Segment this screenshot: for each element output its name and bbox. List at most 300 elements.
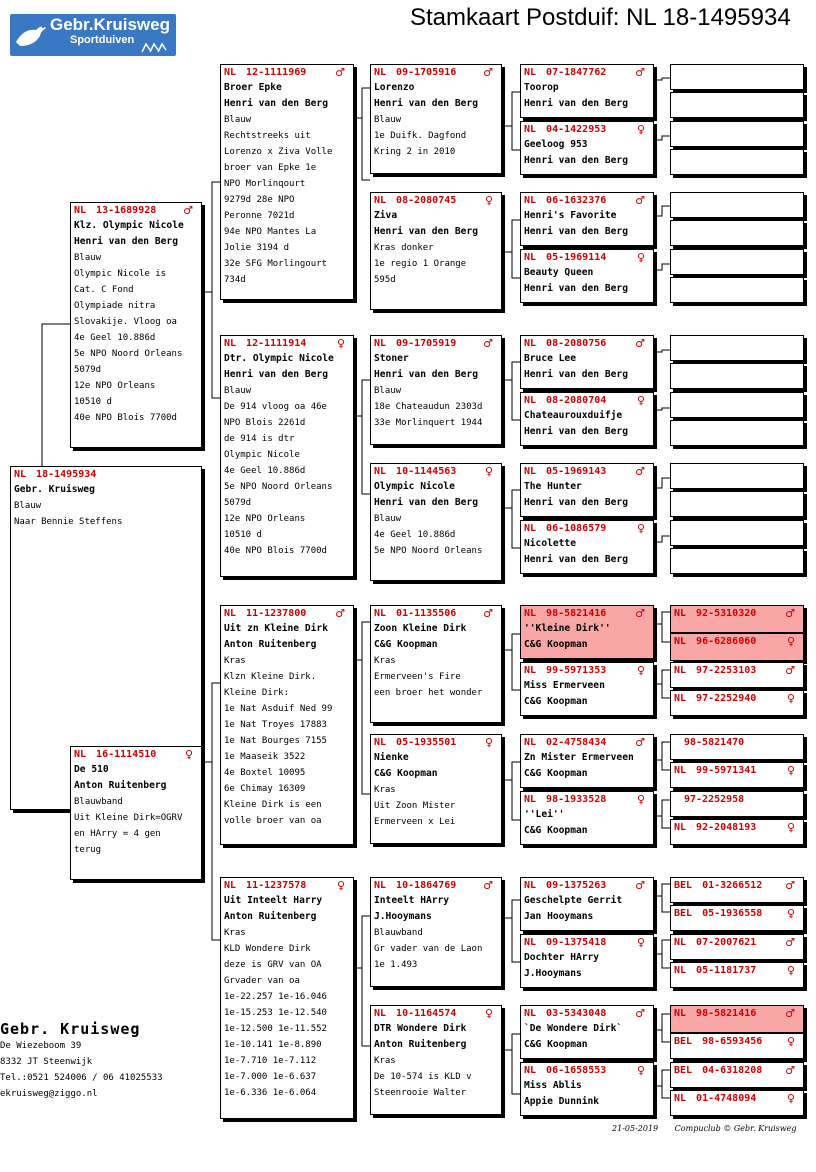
- pigeon-name: ''Kleine Dirk'': [524, 623, 611, 634]
- country-code: NL: [74, 749, 87, 760]
- pigeon-card-g5h[interactable]: [670, 819, 804, 845]
- owner-name: Henri van den Berg: [524, 155, 628, 166]
- owner-name: C&G Koopman: [524, 768, 588, 779]
- country-code: NL: [524, 195, 537, 206]
- owner-name: Jan Hooymans: [524, 911, 594, 922]
- remark-line: NPO Morlinqourt: [224, 179, 306, 189]
- remark-line: De 10-574 is KLD v: [374, 1072, 472, 1082]
- pigeon-card-g5e[interactable]: [670, 734, 804, 760]
- country-code: NL: [374, 195, 387, 206]
- country-code: NL: [524, 395, 537, 406]
- remark-line: Kleine Dirk:: [224, 688, 290, 698]
- pigeon-card-g4b[interactable]: [520, 121, 654, 175]
- pigeon-card-g4i[interactable]: [520, 605, 654, 659]
- country-code: NL: [674, 636, 687, 647]
- owner-name: Henri van den Berg: [524, 554, 628, 565]
- pigeon-card-g4f[interactable]: [520, 392, 654, 446]
- remark-line: 1e Nat Bourges 7155: [224, 736, 327, 746]
- ring-number-header: [671, 906, 803, 921]
- ring-number-header: [671, 1091, 803, 1106]
- ring-number-header: [521, 792, 653, 807]
- remark-line: 10510 d: [224, 530, 262, 540]
- remark-line: Olympiade nitra: [74, 301, 156, 311]
- remark-line: 4e Geel 10.886d: [74, 333, 156, 343]
- pigeon-name: Miss Ermerveen: [524, 680, 605, 691]
- pigeon-card-g3a[interactable]: [370, 64, 502, 174]
- ring-number-header: [671, 792, 803, 807]
- sex-icon: ♂: [635, 879, 645, 892]
- ring-number-header: [371, 65, 501, 80]
- country-code: NL: [374, 1008, 387, 1019]
- pigeon-name: DTR Wondere Dirk: [374, 1023, 467, 1034]
- empty-pigeon-card: [670, 392, 804, 418]
- ring-number-header: [521, 1006, 653, 1021]
- sex-icon: ♀: [636, 1064, 645, 1077]
- owner-name: Anton Ruitenberg: [74, 780, 167, 791]
- breeder-address: [0, 1020, 163, 1102]
- remark-line: Klzn Kleine Dirk.: [224, 672, 317, 682]
- country-code: NL: [524, 937, 537, 948]
- pigeon-name: Zoon Kleine Dirk: [374, 623, 467, 634]
- remark-line: 1e regio 1 Orange: [374, 259, 467, 269]
- owner-name: Henri van den Berg: [374, 226, 478, 237]
- address-city: 8332 JT Steenwijk: [0, 1057, 93, 1067]
- ring-number: 10-1164574: [396, 1008, 457, 1019]
- ring-number-header: [671, 1006, 803, 1021]
- remark-line: Lorenzo x Ziva Volle: [224, 147, 333, 157]
- pigeon-color: Blauw: [224, 115, 252, 125]
- sex-icon: ♂: [635, 736, 645, 749]
- country-code: NL: [524, 124, 537, 135]
- pigeon-card-g4p[interactable]: [520, 1062, 654, 1116]
- pigeon-name: Nicolette: [524, 538, 576, 549]
- pigeon-color: Blauw: [374, 115, 402, 125]
- empty-pigeon-card: [670, 249, 804, 275]
- empty-pigeon-card: [670, 420, 804, 446]
- logo-subtitle: Sportduiven: [70, 34, 135, 46]
- remark-line: 6e Chimay 16309: [224, 784, 306, 794]
- pigeon-color: Kras: [224, 928, 246, 938]
- ring-number: 92-2048193: [696, 822, 757, 833]
- owner-name: C&G Koopman: [374, 768, 438, 779]
- owner-name: Henri van den Berg: [524, 497, 628, 508]
- owner-name: Anton Ruitenberg: [224, 639, 317, 650]
- owner-name: Henri van den Berg: [224, 98, 328, 109]
- remark-line: 40e NPO Blois 7700d: [224, 546, 327, 556]
- pigeon-color: Blauw: [374, 386, 402, 396]
- sex-icon: ♂: [635, 66, 645, 79]
- remark-line: 40e NPO Blois 7700d: [74, 413, 177, 423]
- ring-number: 97-2253103: [696, 665, 757, 676]
- pigeon-name: ''Lei'': [524, 809, 565, 820]
- pigeon-name: Uit Inteelt Harry: [224, 895, 323, 906]
- owner-name: Henri van den Berg: [524, 226, 628, 237]
- ring-number: 97-2252958: [684, 794, 745, 805]
- sex-icon: ♂: [785, 936, 795, 949]
- pigeon-card-g5d[interactable]: [670, 690, 804, 716]
- remark-line: Steenrooie Walter: [374, 1088, 467, 1098]
- pigeon-card-g3h[interactable]: [370, 1005, 502, 1115]
- pigeon-card-g3e[interactable]: [370, 605, 502, 723]
- remark-line: Kring 2 in 2010: [374, 147, 456, 157]
- logo-name: Gebr.Kruisweg: [50, 15, 170, 34]
- pigeon-card-g3c[interactable]: [370, 335, 502, 445]
- ring-number-header: [221, 878, 353, 893]
- empty-pigeon-card: [670, 463, 804, 489]
- country-code: NL: [224, 67, 237, 78]
- ring-number: 05-1969114: [546, 252, 607, 263]
- country-code: NL: [524, 608, 537, 619]
- ring-number: 06-1086579: [546, 523, 607, 534]
- pigeon-name: Broer Epke: [224, 82, 282, 93]
- country-code: BEL: [674, 880, 693, 891]
- ring-number: 98-5821470: [684, 737, 745, 748]
- pigeon-card-g1a[interactable]: [70, 202, 202, 448]
- pigeon-card-g5p[interactable]: [670, 1090, 804, 1116]
- pigeon-name: Nienke: [374, 752, 409, 763]
- country-code: BEL: [674, 908, 693, 919]
- ring-number-header: [521, 336, 653, 351]
- remark-line: De 914 vloog oa 46e: [224, 402, 327, 412]
- ring-number: 05-1181737: [696, 965, 757, 976]
- remark-line: Jolie 3194 d: [224, 243, 290, 253]
- country-code: NL: [224, 880, 237, 891]
- ring-number: 16-1114510: [96, 749, 157, 760]
- pigeon-card-g1b[interactable]: [70, 746, 202, 880]
- pigeon-card-g3d[interactable]: [370, 463, 502, 581]
- ring-number: 08-2080756: [546, 338, 607, 349]
- owner-name: C&G Koopman: [524, 825, 588, 836]
- ring-number: 06-1632376: [546, 195, 607, 206]
- ring-number-header: [671, 1063, 803, 1078]
- pigeon-card-g4k[interactable]: [520, 734, 654, 788]
- remark-line: de 914 is dtr: [224, 434, 295, 444]
- country-code: NL: [374, 737, 387, 748]
- pigeon-card-g5k[interactable]: [670, 934, 804, 960]
- pigeon-card-g5m[interactable]: [670, 1005, 804, 1033]
- ring-number-header: [671, 663, 803, 678]
- remark-line: 1e-22.257 1e-16.046: [224, 992, 327, 1002]
- sex-icon: ♂: [483, 607, 493, 620]
- empty-pigeon-card: [670, 121, 804, 147]
- remark-line: Naar Bennie Steffens: [14, 517, 123, 527]
- ring-number: 03-5343048: [546, 1008, 607, 1019]
- ring-number-header: [71, 747, 201, 762]
- remark-line: 5e NPO Noord Orleans: [374, 546, 483, 556]
- ring-number: 96-6286060: [696, 636, 757, 647]
- remark-line: 4e Geel 10.886d: [374, 530, 456, 540]
- ring-number-header: [521, 122, 653, 137]
- pigeon-card-g5b[interactable]: [670, 633, 804, 661]
- owner-name: C&G Koopman: [524, 639, 588, 650]
- pigeon-card-g4e[interactable]: [520, 335, 654, 389]
- pigeon-name: Inteelt HArry: [374, 895, 450, 906]
- pigeon-name: Chateaurouxduifje: [524, 410, 623, 421]
- pigeon-card-g5a[interactable]: [670, 605, 804, 633]
- remark-line: Grvader van oa: [224, 976, 300, 986]
- sex-icon: ♀: [484, 465, 493, 478]
- ring-number: 04-1422953: [546, 124, 607, 135]
- remark-line: Gr vader van de Laon: [374, 944, 483, 954]
- remark-line: 5079d: [224, 498, 252, 508]
- empty-pigeon-card: [670, 149, 804, 175]
- sex-icon: ♂: [483, 66, 493, 79]
- country-code: BEL: [674, 1065, 693, 1076]
- ring-number-header: [521, 1063, 653, 1078]
- ring-number: 11-1237578: [246, 880, 307, 891]
- remark-line: 1e Nat Asduif Ned 99: [224, 704, 333, 714]
- sex-icon: ♀: [636, 251, 645, 264]
- pigeon-card-g4o[interactable]: [520, 1005, 654, 1059]
- sex-icon: ♀: [786, 764, 795, 777]
- pigeon-name: Geeloog 953: [524, 139, 588, 150]
- country-code: NL: [674, 1008, 687, 1019]
- country-code: NL: [224, 608, 237, 619]
- pigeon-card-g5f[interactable]: [670, 762, 804, 788]
- empty-pigeon-card: [670, 64, 804, 90]
- ring-number-header: [671, 763, 803, 778]
- ring-number-header: [521, 935, 653, 950]
- country-code: NL: [524, 67, 537, 78]
- owner-name: Anton Ruitenberg: [374, 1039, 467, 1050]
- footer-date: 21-05-2019: [612, 1124, 659, 1133]
- country-code: NL: [74, 205, 87, 216]
- pigeon-card-g3f[interactable]: [370, 734, 502, 844]
- country-code: NL: [374, 338, 387, 349]
- ring-number-header: [371, 606, 501, 621]
- owner-name: Henri van den Berg: [224, 369, 328, 380]
- remark-line: 5e NPO Noord Orleans: [74, 349, 183, 359]
- country-code: NL: [524, 523, 537, 534]
- ring-number-header: [521, 735, 653, 750]
- ring-number: 05-1935501: [396, 737, 457, 748]
- sex-icon: ♂: [335, 66, 345, 79]
- ring-number-header: [221, 65, 353, 80]
- pigeon-card-g4h[interactable]: [520, 520, 654, 574]
- pigeon-card-g4c[interactable]: [520, 192, 654, 246]
- owner-name: Henri van den Berg: [524, 426, 628, 437]
- ring-number: 07-2007621: [696, 937, 757, 948]
- pigeon-color: Blauw: [374, 514, 402, 524]
- sex-icon: ♀: [484, 736, 493, 749]
- pigeon-name: Zn Mister Ermerveen: [524, 752, 634, 763]
- ring-number: 12-1111914: [246, 338, 307, 349]
- ring-number: 09-1705919: [396, 338, 457, 349]
- sex-icon: ♂: [785, 664, 795, 677]
- empty-pigeon-card: [670, 220, 804, 246]
- sex-icon: ♂: [635, 1007, 645, 1020]
- pigeon-card-g5i[interactable]: [670, 877, 804, 903]
- empty-pigeon-card: [670, 335, 804, 361]
- breeder-name: Gebr. Kruisweg: [0, 1020, 141, 1038]
- ring-number-header: [521, 606, 653, 621]
- sex-icon: ♂: [635, 337, 645, 350]
- owner-name: C&G Koopman: [524, 1039, 588, 1050]
- pigeon-card-g2b[interactable]: [220, 335, 354, 577]
- ring-number-header: [371, 735, 501, 750]
- pigeon-color: Kras: [374, 785, 396, 795]
- sex-icon: ♀: [636, 936, 645, 949]
- remark-line: Olympic Nicole is: [74, 269, 167, 279]
- ring-number: 13-1689928: [96, 205, 157, 216]
- country-code: NL: [674, 765, 687, 776]
- empty-pigeon-card: [670, 363, 804, 389]
- ring-number: 09-1375418: [546, 937, 607, 948]
- remark-line: 1e-12.500 1e-11.552: [224, 1024, 327, 1034]
- pigeon-card-g4g[interactable]: [520, 463, 654, 517]
- country-code: NL: [524, 794, 537, 805]
- empty-pigeon-card: [670, 520, 804, 546]
- address-phone: Tel.:0521 524006 / 06 41025533: [0, 1073, 163, 1083]
- remark-line: 4e Geel 10.886d: [224, 466, 306, 476]
- country-code: NL: [524, 1065, 537, 1076]
- remark-line: en HArry = 4 gen: [74, 829, 161, 839]
- pigeon-color: Kras donker: [374, 243, 434, 253]
- pigeon-color: Blauw: [224, 386, 252, 396]
- country-code: NL: [524, 338, 537, 349]
- empty-pigeon-card: [670, 277, 804, 303]
- pigeon-color: Kras: [374, 1056, 396, 1066]
- remark-line: Rechtstreeks uit: [224, 131, 311, 141]
- country-code: NL: [674, 822, 687, 833]
- pigeon-card-g4m[interactable]: [520, 877, 654, 931]
- remark-line: volle broer van oa: [224, 816, 322, 826]
- pigeon-name: Beauty Queen: [524, 267, 594, 278]
- pigeon-card-g2a[interactable]: [220, 64, 354, 300]
- pigeon-card-g5c[interactable]: [670, 662, 804, 688]
- owner-name: J.Hooymans: [524, 968, 582, 979]
- pigeon-card-g2d[interactable]: [220, 877, 354, 1119]
- pigeon-card-g3g[interactable]: [370, 877, 502, 987]
- pigeon-card-g4n[interactable]: [520, 934, 654, 988]
- empty-pigeon-card: [670, 92, 804, 118]
- pigeon-card-g4a[interactable]: [520, 64, 654, 118]
- ring-number: 04-6318208: [702, 1065, 763, 1076]
- sex-icon: ♂: [785, 1007, 795, 1020]
- country-code: NL: [524, 1008, 537, 1019]
- ring-number-header: [521, 878, 653, 893]
- ring-number: 05-1936558: [702, 908, 763, 919]
- country-code: NL: [524, 466, 537, 477]
- ring-number: 18-1495934: [36, 469, 97, 480]
- ring-number-header: [671, 1034, 803, 1049]
- footer-credit: Compuclub © Gebr. Kruisweg: [674, 1124, 797, 1133]
- pigeon-card-g5l[interactable]: [670, 962, 804, 988]
- sex-icon: ♀: [636, 793, 645, 806]
- sex-icon: ♀: [786, 964, 795, 977]
- ring-number-header: [671, 820, 803, 835]
- owner-name: Henri van den Berg: [524, 283, 628, 294]
- country-code: NL: [524, 880, 537, 891]
- ring-number: 99-5971341: [696, 765, 757, 776]
- sex-icon: ♂: [483, 337, 493, 350]
- pigeon-name: Klz. Olympic Nicole: [74, 220, 184, 231]
- page-title: Stamkaart Postduif: NL 18-1495934: [410, 4, 791, 31]
- pigeon-card-g3b[interactable]: [370, 192, 502, 310]
- ring-number: 92-5310320: [696, 608, 757, 619]
- country-code: NL: [524, 252, 537, 263]
- sex-icon: ♀: [636, 664, 645, 677]
- ring-number-header: [371, 878, 501, 893]
- pigeon-card-g5o[interactable]: [670, 1062, 804, 1088]
- owner-name: Henri van den Berg: [374, 497, 478, 508]
- remark-line: Kleine Dirk is een: [224, 800, 322, 810]
- pigeon-card-g4j[interactable]: [520, 662, 654, 716]
- country-code: NL: [374, 67, 387, 78]
- ring-number: 98-5821416: [696, 1008, 757, 1019]
- remark-line: Uit Kleine Dirk=OGRV: [74, 813, 183, 823]
- sex-icon: ♀: [184, 748, 193, 761]
- country-code: BEL: [674, 1036, 693, 1047]
- country-code: NL: [674, 965, 687, 976]
- empty-pigeon-card: [670, 192, 804, 218]
- ring-number-header: [521, 65, 653, 80]
- country-code: NL: [524, 665, 537, 676]
- pigeon-color: Kras: [374, 656, 396, 666]
- pigeon-card-g5g[interactable]: [670, 791, 804, 817]
- country-code: NL: [374, 466, 387, 477]
- pigeon-card-g5j[interactable]: [670, 905, 804, 931]
- ring-number-header: [521, 250, 653, 265]
- remark-line: 32e SFG Morlingourt: [224, 259, 327, 269]
- pigeon-card-g4l[interactable]: [520, 791, 654, 845]
- country-code: NL: [674, 1093, 687, 1104]
- remark-line: 1e Maaseik 3522: [224, 752, 306, 762]
- address-street: De Wiezeboom 39: [0, 1041, 82, 1051]
- remark-line: 1e Nat Troyes 17883: [224, 720, 327, 730]
- country-code: NL: [674, 693, 687, 704]
- owner-name: C&G Koopman: [374, 639, 438, 650]
- pigeon-name: Geschelpte Gerrit: [524, 895, 623, 906]
- ring-number-header: [521, 521, 653, 536]
- ring-number-header: [371, 336, 501, 351]
- country-code: NL: [674, 937, 687, 948]
- footer: [612, 1124, 810, 1133]
- remark-line: 18e Chateaudun 2303d: [374, 402, 483, 412]
- owner-name: Henri van den Berg: [524, 369, 628, 380]
- sex-icon: ♀: [786, 692, 795, 705]
- remark-line: broer van Epke 1e: [224, 163, 317, 173]
- ring-number-header: [671, 691, 803, 706]
- sex-icon: ♀: [484, 1007, 493, 1020]
- remark-line: deze is GRV van OA: [224, 960, 322, 970]
- ring-number: 10-1864769: [396, 880, 457, 891]
- remark-line: 12e NPO Orleans: [74, 381, 156, 391]
- empty-pigeon-card: [670, 491, 804, 517]
- pigeon-name: Miss Ablis: [524, 1080, 582, 1091]
- pigeon-card-g5n[interactable]: [670, 1033, 804, 1059]
- address-email: ekruisweg@ziggo.nl: [0, 1089, 98, 1099]
- owner-name: Appie Dunnink: [524, 1096, 600, 1107]
- country-code: NL: [374, 608, 387, 619]
- pigeon-color: Blauw: [14, 501, 42, 511]
- pigeon-name: Uit zn Kleine Dirk: [224, 623, 328, 634]
- ring-number: 06-1658553: [546, 1065, 607, 1076]
- country-code: NL: [374, 880, 387, 891]
- pigeon-name: Gebr. Kruisweg: [14, 484, 95, 495]
- pigeon-name: Dtr. Olympic Nicole: [224, 353, 334, 364]
- pigeon-card-g4d[interactable]: [520, 249, 654, 303]
- pigeon-color: Kras: [224, 656, 246, 666]
- pigeon-card-g2c[interactable]: [220, 605, 354, 845]
- sex-icon: ♀: [786, 1092, 795, 1105]
- ring-number-header: [71, 203, 201, 218]
- remark-line: Ermerveen x Lei: [374, 817, 456, 827]
- remark-line: 12e NPO Orleans: [224, 514, 306, 524]
- remark-line: 94e NPO Mantes La: [224, 227, 317, 237]
- remark-line: 595d: [374, 275, 396, 285]
- ring-number-header: [671, 606, 803, 621]
